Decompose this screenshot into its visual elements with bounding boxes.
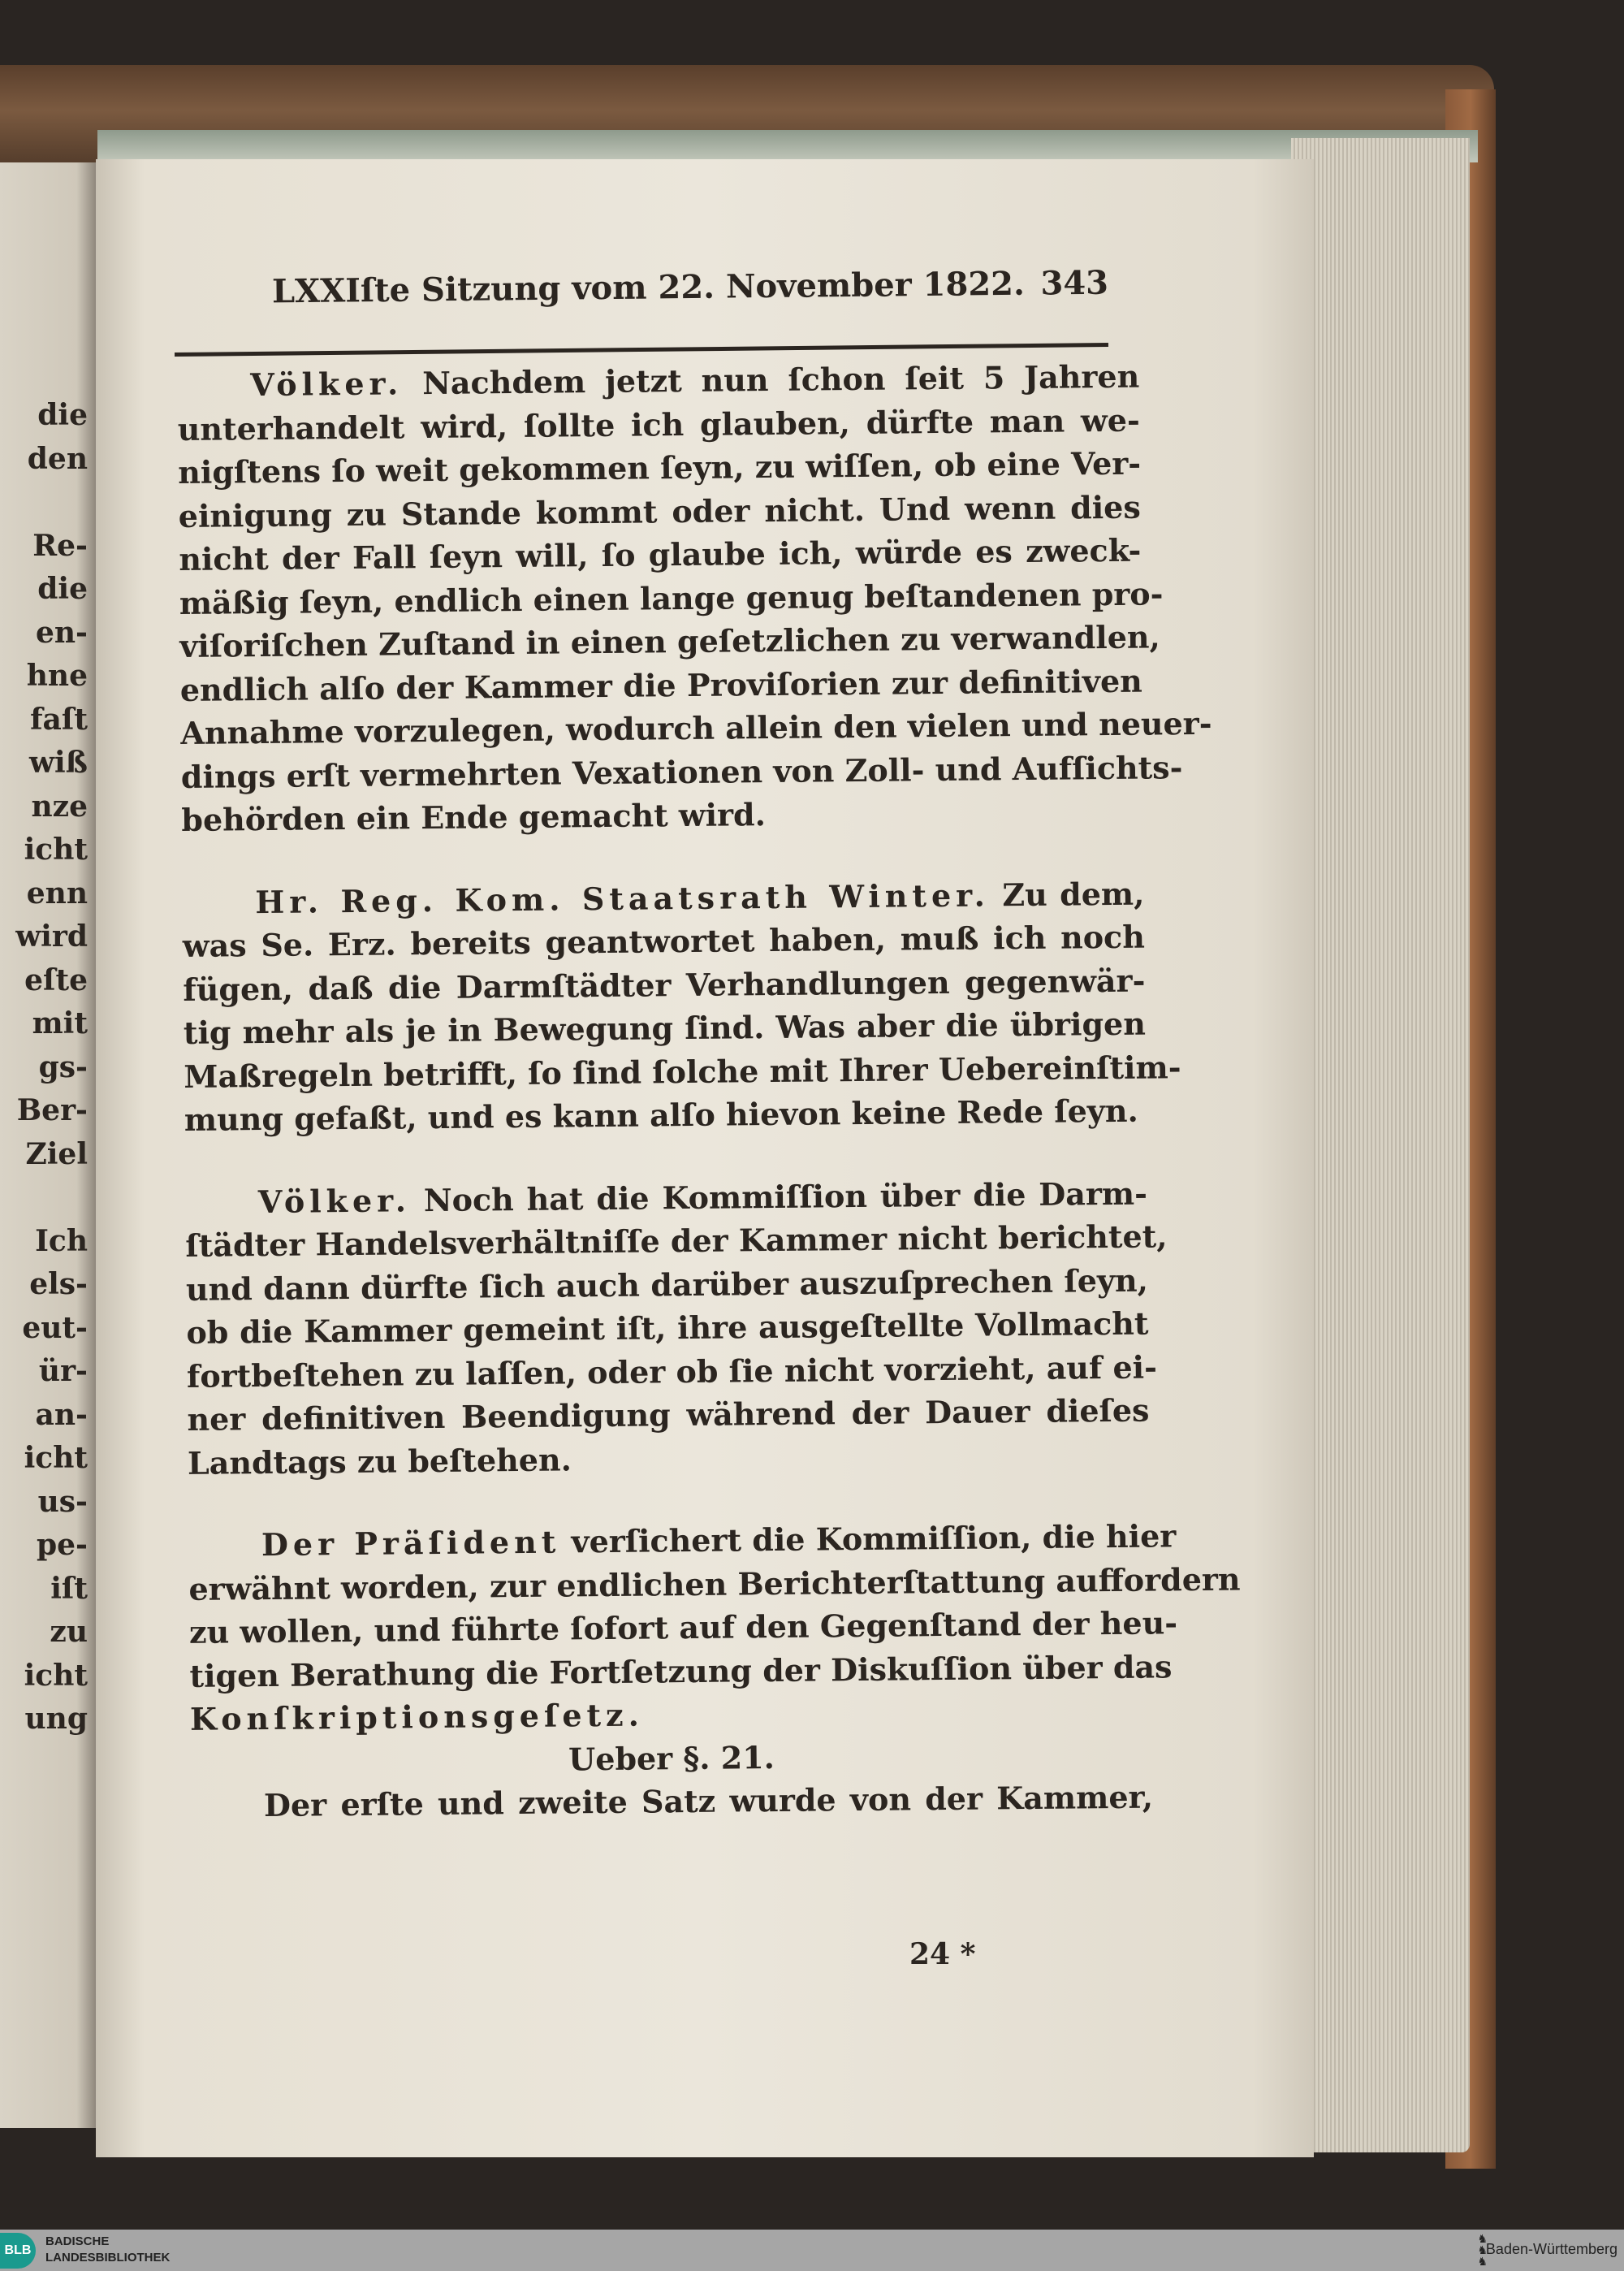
line-text: mäßig ſeyn, endlich einen lange genug beſtandenen pro-: [179, 574, 1164, 621]
blb-logo: BLB: [0, 2233, 36, 2269]
facing-page-fragment: wiß: [28, 746, 88, 780]
facing-page-fragment: mit: [32, 1006, 88, 1040]
line-text: erwähnt worden, zur endlichen Berichterſtattung auffordern: [188, 1559, 1241, 1607]
line-text: Annahme vorzulegen, wodurch allein den vielen und neuer-: [180, 704, 1212, 751]
facing-page-fragment: pe-: [36, 1528, 88, 1562]
facing-page-fragment: Re-: [32, 528, 88, 563]
facing-page-fragment: icht: [24, 1441, 88, 1475]
facing-page-fragment: icht: [24, 833, 88, 867]
paragraph: [182, 872, 1181, 1141]
line-text: behörden ein Ende gemacht wird.: [181, 796, 767, 838]
facing-page-fragment: hne: [26, 659, 88, 693]
line-text: ob die Kammer gemeint iſt, ihre ausgeſtellte Vollmacht: [186, 1304, 1149, 1351]
facing-page-fragment: wird: [15, 919, 88, 954]
line-text: Noch hat die Kommiſſion über die Darm-: [423, 1174, 1148, 1218]
facing-page-fragment: ür-: [38, 1354, 88, 1388]
line-text: und dann dürfte ſich auch darüber auszuſprechen ſeyn,: [185, 1261, 1149, 1308]
speaker-name: Hr. Reg. Kom. Staatsrath Winter.: [255, 876, 991, 920]
line-text: einigung zu Stande kommt oder nicht. Und wenn dies: [178, 488, 1141, 534]
line-text: Zu dem,: [1002, 875, 1145, 913]
paragraph: [185, 1171, 1168, 1485]
line-text: Maßregeln betrifft, ſo ſind ſolche mit Ihrer Uebereinſtim-: [184, 1048, 1181, 1095]
speaker-name: Völker.: [257, 1181, 412, 1220]
line-text: mung gefaßt, und es kann alſo hievon keine Rede ſeyn.: [184, 1092, 1138, 1138]
facing-page-fragment: icht: [24, 1658, 88, 1693]
facing-page-fragment: nze: [31, 789, 88, 824]
text-line: [184, 1089, 1147, 1142]
facing-page-fragment: eſte: [24, 962, 88, 997]
lions-crest-icon: ♞ ♞ ♞: [1477, 2232, 1488, 2268]
text-line: [189, 1645, 1173, 1698]
state-label: Baden-Württemberg: [1485, 2241, 1618, 2257]
facing-page-fragment: Ich: [35, 1223, 88, 1258]
line-text: verſichert die Kommiſſion, die hier: [571, 1517, 1177, 1560]
page-body: [177, 355, 1241, 1828]
line-text: nigſtens ſo weit gekommen ſeyn, zu wiſſen, ob eine Ver-: [178, 444, 1142, 491]
facing-page-fragment: die: [37, 572, 88, 606]
line-text: endlich alſo der Kammer die Proviſorien zur definitiven: [179, 662, 1143, 708]
facing-page-fragment: us-: [37, 1484, 88, 1519]
speaker-name: Der Präſident: [261, 1523, 561, 1564]
line-text: fügen, daß die Darmſtädter Verhandlungen gegenwär-: [183, 962, 1146, 1008]
facing-page-fragment: en-: [35, 615, 88, 650]
facing-page-fragment: faſt: [30, 702, 88, 737]
facing-page-fragment: iſt: [50, 1571, 88, 1606]
text-line: [188, 1432, 1150, 1485]
line-text: was Se. Erz. bereits geantwortet haben, muß ich noch: [182, 918, 1146, 964]
line-text: dings erſt vermehrten Vexationen von Zoll- und Aufſichts-: [180, 748, 1183, 795]
text-line: [187, 1389, 1149, 1442]
library-name-line2: LANDESBIBLIOTHEK: [45, 2251, 171, 2265]
line-text: ſtädter Handelsverhältniſſe der Kammer nicht berichtet,: [185, 1218, 1168, 1264]
line-text: nicht der Fall ſeyn will, ſo glaube ich, würde es zweck-: [179, 531, 1142, 577]
facing-page-fragment: die: [37, 398, 88, 432]
paragraph: [188, 1515, 1241, 1741]
facing-page-fragment: els-: [29, 1267, 88, 1301]
library-name-line1: BADISCHE: [45, 2234, 110, 2248]
line-text: Landtags zu beſtehen.: [187, 1440, 572, 1482]
page-top-edge: [97, 130, 1478, 162]
facing-page-fragment: zu: [50, 1615, 88, 1649]
line-text: fortbeſtehen zu laſſen, oder ob ſie nicht vorzieht, auf ei-: [186, 1347, 1158, 1395]
text-line: [181, 789, 1143, 842]
library-name: [45, 2234, 170, 2266]
facing-page-fragment: den: [27, 441, 88, 476]
facing-page-fragment: Ziel: [25, 1136, 88, 1171]
speaker-name: Völker.: [250, 365, 404, 404]
facing-page-fragment: ung: [24, 1702, 88, 1736]
text-line: [180, 746, 1183, 798]
facing-page-fragment: gs-: [38, 1049, 88, 1084]
text-line: Der erſte und zweite Satz wurde von der Kammer,: [263, 1778, 1154, 1824]
line-text: ner definitiven Beendigung während der Dauer dieſes: [187, 1391, 1150, 1438]
header-title: LXXIſte Sitzung vom 22. November 1822.: [271, 264, 1026, 311]
paragraph: [177, 355, 1212, 842]
line-text: Nachdem jetzt nun ſchon ſeit 5 Jahren: [421, 357, 1140, 402]
line-text: zu wollen, und führte ſofort auf den Gegenſtand der heu-: [188, 1604, 1178, 1650]
line-text: viſoriſchen Zuſtand in einen geſetzlichen zu verwandlen,: [179, 618, 1160, 664]
facing-page-fragment: Ber-: [16, 1093, 88, 1127]
line-text: tig mehr als je in Bewegung ſind. Was aber die übrigen: [183, 1005, 1147, 1051]
footer-bar: [0, 2230, 1624, 2271]
signature-mark: 24 *: [909, 1937, 976, 1971]
line-text: Konſkriptionsgeſetz.: [189, 1696, 645, 1737]
facing-page-fragment: an-: [35, 1397, 88, 1432]
facing-page-fragment: eut-: [22, 1310, 88, 1345]
facing-page-fragment: enn: [26, 876, 88, 911]
section-heading: Ueber §. 21.: [568, 1738, 775, 1777]
page-number: 343: [1040, 263, 1109, 303]
line-text: tigen Berathung die Fortſetzung der Diskuſſion über das: [189, 1647, 1173, 1694]
page-stack-edge: [1291, 138, 1470, 2152]
line-text: unterhandelt wird, ſollte ich glauben, dürfte man we-: [177, 401, 1140, 448]
